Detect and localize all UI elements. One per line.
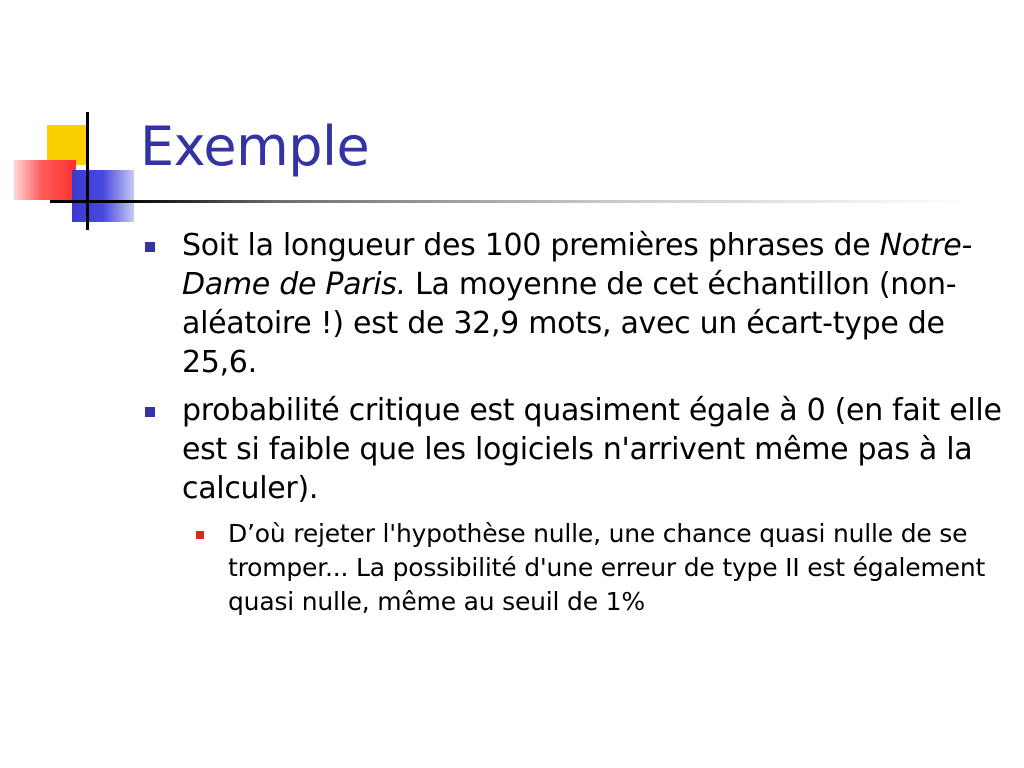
square-bullet-icon (145, 242, 155, 252)
bullet-item (140, 226, 1010, 382)
decor-horizontal-line (50, 200, 970, 203)
bullet-item (140, 391, 1010, 508)
bullet-text: probabilité critique est quasiment égale à 0 (en fait elle est si faible que les logiciels n'arrivent même pas à la calculer). (182, 393, 1002, 506)
square-sub-bullet-icon (196, 531, 204, 539)
decor-yellow-square (47, 125, 87, 165)
bullet-text-continued: La moyenne de cet échantillon (non-aléatoire !) est de 32,9 mots, avec un écart-type de 25,6. (182, 267, 957, 380)
sub-bullet-text: D’où rejeter l'hypothèse nulle, une chance quasi nulle de se tromper... La possibilité d'une erreur de type II est également quasi nulle, même au seuil de 1% (228, 519, 986, 616)
decor-vertical-line (86, 112, 89, 230)
slide-body (140, 226, 1010, 619)
bullet-text: Soit la longueur des 100 premières phrases de (182, 228, 880, 263)
book-title: Notre-Dame de Paris. (182, 228, 972, 302)
decor-blue-square (72, 170, 134, 222)
square-bullet-icon (145, 407, 155, 417)
sub-bullet-item (184, 517, 1010, 619)
slide-title: Exemple (140, 115, 370, 178)
decor-red-square (14, 160, 76, 200)
